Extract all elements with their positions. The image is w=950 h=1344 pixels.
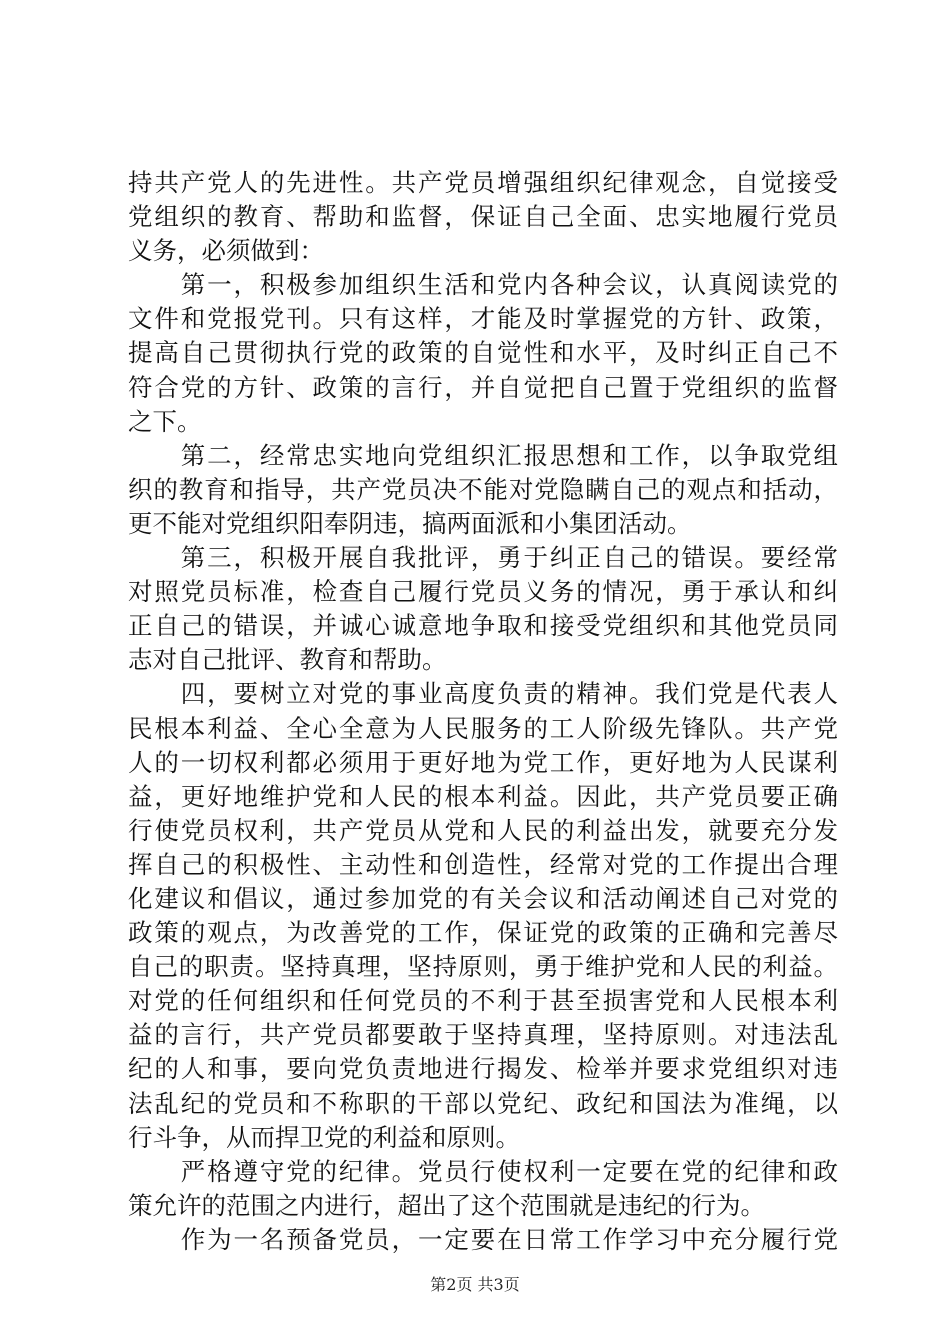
text-line: 符合党的方针、政策的言行，并自觉把自己置于党组织的监督	[128, 372, 838, 402]
text-line: 正自己的错误，并诚心诚意地争取和接受党组织和其他党员同	[128, 611, 838, 641]
text-line: 之下。	[128, 406, 202, 436]
text-line: 对照党员标准，检查自己履行党员义务的情况，勇于承认和纠	[128, 577, 838, 607]
text-line: 行使党员权利，共产党员从党和人民的利益出发，就要充分发	[128, 815, 838, 845]
text-line: 织的教育和指导，共产党员决不能对党隐瞒自己的观点和括动，	[128, 474, 838, 504]
text-line: 更不能对党组织阳奉阴违，搞两面派和小集团活动。	[128, 508, 692, 538]
text-line: 第三，积极开展自我批评，勇于纠正自己的错误。要经常	[128, 543, 838, 573]
text-line: 行斗争，从而捍卫党的利益和原则。	[128, 1122, 520, 1152]
text-line: 政策的观点，为改善党的工作，保证党的政策的正确和完善尽	[128, 918, 838, 948]
text-line: 人的一切权利都必须用于更好地为党工作，更好地为人民谋利	[128, 747, 838, 777]
text-line: 第一，积极参加组织生活和党内各种会议，认真阅读党的	[128, 270, 838, 300]
text-line: 党组织的教育、帮助和监督，保证自己全面、忠实地履行党员	[128, 202, 838, 232]
text-line: 持共产党人的先进性。共产党员增强组织纪律观念，自觉接受	[128, 168, 838, 197]
text-line: 第二，经常忠实地向党组织汇报思想和工作，以争取党组	[128, 440, 838, 470]
text-line: 策允许的范围之内进行，超出了这个范围就是违纪的行为。	[128, 1190, 765, 1220]
text-line: 志对自己批评、教育和帮助。	[128, 645, 447, 675]
page-footer: 第2页 共3页	[430, 1275, 520, 1294]
text-line: 自己的职责。坚持真理，坚持原则，勇于维护党和人民的利益。	[128, 952, 838, 982]
document-body	[128, 166, 838, 1257]
text-line: 义务，必须做到：	[128, 236, 324, 266]
text-line: 挥自己的积极性、主动性和创造性，经常对党的工作提出合理	[128, 849, 838, 879]
text-line: 四，要树立对党的事业高度负责的精神。我们党是代表人	[128, 679, 838, 709]
text-line: 作为一名预备党员，一定要在日常工作学习中充分履行党	[128, 1224, 838, 1254]
text-line: 提高自己贯彻执行党的政策的自觉性和水平，及时纠正自己不	[128, 338, 838, 368]
text-line: 益，更好地维护党和人民的根本利益。因此，共产党员要正确	[128, 781, 838, 811]
text-line: 纪的人和事，要向党负责地进行揭发、检举并要求党组织对违	[128, 1054, 838, 1084]
text-line: 文件和党报党刊。只有这样，才能及时掌握党的方针、政策，	[128, 304, 838, 334]
text-line: 民根本利益、全心全意为人民服务的工人阶级先锋队。共产党	[128, 713, 838, 743]
text-line: 化建议和倡议，通过参加党的有关会议和活动阐述自己对党的	[128, 883, 838, 913]
text-line: 对党的任何组织和任何党员的不利于甚至损害党和人民根本利	[128, 986, 838, 1016]
text-line: 益的言行，共产党员都要敢于坚持真理，坚持原则。对违法乱	[128, 1020, 838, 1050]
text-line: 严格遵守党的纪律。党员行使权利一定要在党的纪律和政	[128, 1156, 838, 1186]
text-line: 法乱纪的党员和不称职的干部以党纪、政纪和国法为准绳，以	[128, 1088, 838, 1118]
